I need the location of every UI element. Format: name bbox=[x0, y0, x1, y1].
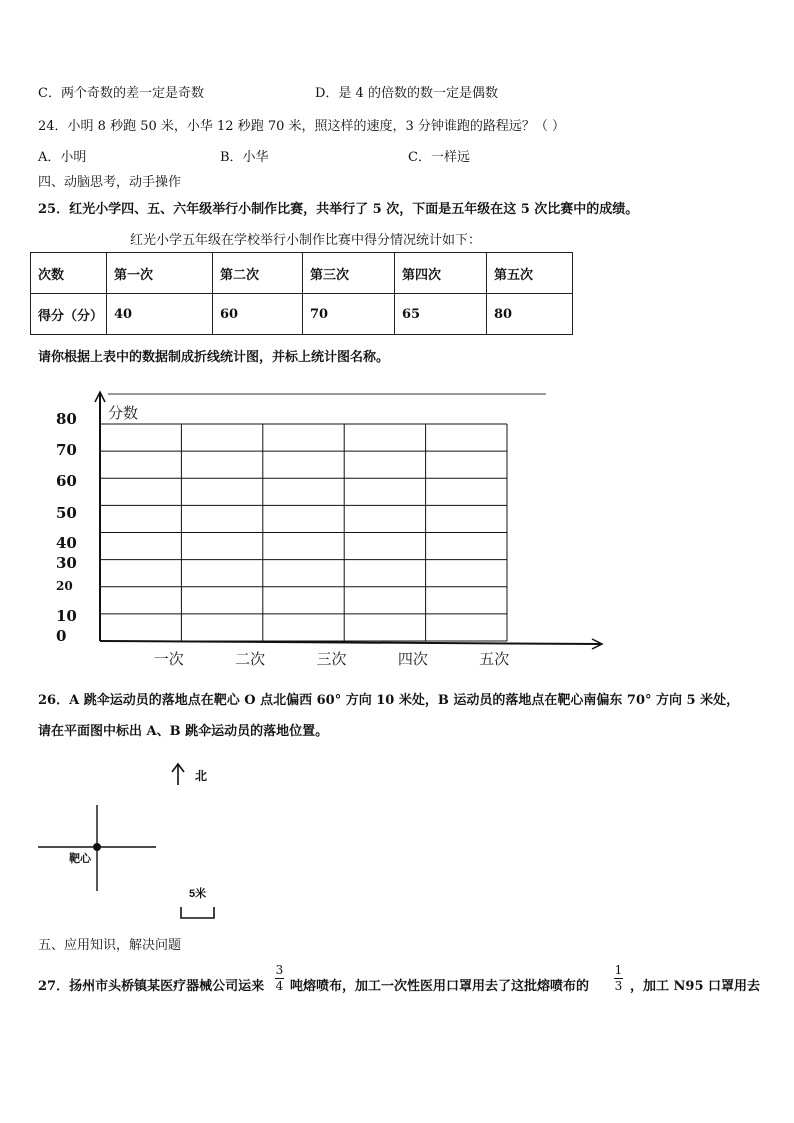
chart-instruction: 请你根据上表中的数据制成折线统计图，并标上统计图名称。 bbox=[38, 350, 390, 365]
scale-label: 5米 bbox=[189, 888, 207, 900]
table-header: 第四次 bbox=[395, 253, 487, 294]
table-row-label: 得分（分） bbox=[31, 294, 107, 335]
fraction-denominator: 4 bbox=[275, 979, 284, 993]
line-chart-grid bbox=[0, 380, 794, 680]
q24-question: 24．小明 8 秒跑 50 米，小华 12 秒跑 70 米，照这样的速度，3 分钟谁跑的路程远？（ ） bbox=[38, 119, 566, 134]
table-header: 第三次 bbox=[303, 253, 395, 294]
fraction-denominator: 3 bbox=[614, 979, 623, 993]
q24-option-c: C．一样远 bbox=[408, 150, 470, 165]
q26-question-line1: 26．A 跳伞运动员的落地点在靶心 O 点北偏西 60° 方向 10 米处，B 运动员的落地点在靶心南偏东 70° 方向 5 米处， bbox=[38, 693, 740, 708]
y-tick-label: 0 bbox=[56, 627, 67, 645]
north-arrow bbox=[172, 764, 184, 785]
section4-title: 四、动脑思考，动手操作 bbox=[38, 175, 182, 190]
table-header: 第一次 bbox=[107, 253, 213, 294]
x-tick-label: 二次 bbox=[235, 650, 266, 668]
y-tick-label: 40 bbox=[56, 534, 77, 552]
section5-title: 五、应用知识，解决问题 bbox=[38, 938, 182, 953]
fraction-numerator: 3 bbox=[275, 963, 284, 977]
table-cell: 80 bbox=[487, 294, 573, 335]
x-tick-label: 四次 bbox=[397, 650, 428, 668]
y-tick-label: 50 bbox=[56, 504, 77, 522]
q26-question-line2: 请在平面图中标出 A、B 跳伞运动员的落地位置。 bbox=[38, 724, 329, 739]
table-cell: 65 bbox=[395, 294, 487, 335]
table-cell: 70 bbox=[303, 294, 395, 335]
north-label: 北 bbox=[195, 769, 208, 783]
score-table bbox=[30, 252, 573, 335]
fraction-one-third bbox=[614, 964, 623, 993]
y-axis-label: 分数 bbox=[108, 404, 139, 422]
fraction-numerator: 1 bbox=[614, 963, 623, 977]
q27-text-part3: ，加工 N95 口罩用去 bbox=[630, 979, 761, 994]
q24-option-a: A．小明 bbox=[38, 150, 87, 165]
table-cell: 40 bbox=[107, 294, 213, 335]
fraction-three-quarters bbox=[275, 964, 284, 993]
table-header: 次数 bbox=[31, 253, 107, 294]
table-cell: 60 bbox=[213, 294, 303, 335]
y-tick-label: 30 bbox=[56, 554, 77, 572]
scale-bar bbox=[181, 907, 214, 918]
target-center-label: 靶心 bbox=[69, 852, 91, 865]
x-tick-label: 三次 bbox=[316, 650, 347, 668]
q27-text-part2: 吨熔喷布，加工一次性医用口罩用去了这批熔喷布的 bbox=[290, 979, 590, 994]
x-tick-label: 五次 bbox=[479, 650, 510, 668]
q23-option-c: C．两个奇数的差一定是奇数 bbox=[38, 86, 204, 101]
y-tick-label: 70 bbox=[56, 441, 77, 459]
x-tick-label: 一次 bbox=[153, 650, 184, 668]
y-tick-label: 10 bbox=[56, 607, 77, 625]
q23-option-d: D．是 4 的倍数的数一定是偶数 bbox=[315, 86, 498, 101]
target-diagram bbox=[30, 755, 290, 925]
q27-text-part1: 27．扬州市头桥镇某医疗器械公司运来 bbox=[38, 979, 265, 994]
table-header: 第五次 bbox=[487, 253, 573, 294]
y-tick-label: 60 bbox=[56, 472, 77, 490]
table-caption: 红光小学五年级在学校举行小制作比赛中得分情况统计如下： bbox=[130, 233, 482, 248]
table-header-row bbox=[31, 253, 573, 294]
table-row bbox=[31, 294, 573, 335]
table-header: 第二次 bbox=[213, 253, 303, 294]
y-tick-label: 80 bbox=[56, 410, 77, 428]
target-center-point bbox=[93, 843, 101, 851]
y-tick-label: 20 bbox=[56, 579, 73, 593]
q24-option-b: B．小华 bbox=[220, 150, 269, 165]
q25-question: 25．红光小学四、五、六年级举行小制作比赛，共举行了 5 次，下面是五年级在这 5 次比赛中的成绩。 bbox=[38, 202, 639, 217]
